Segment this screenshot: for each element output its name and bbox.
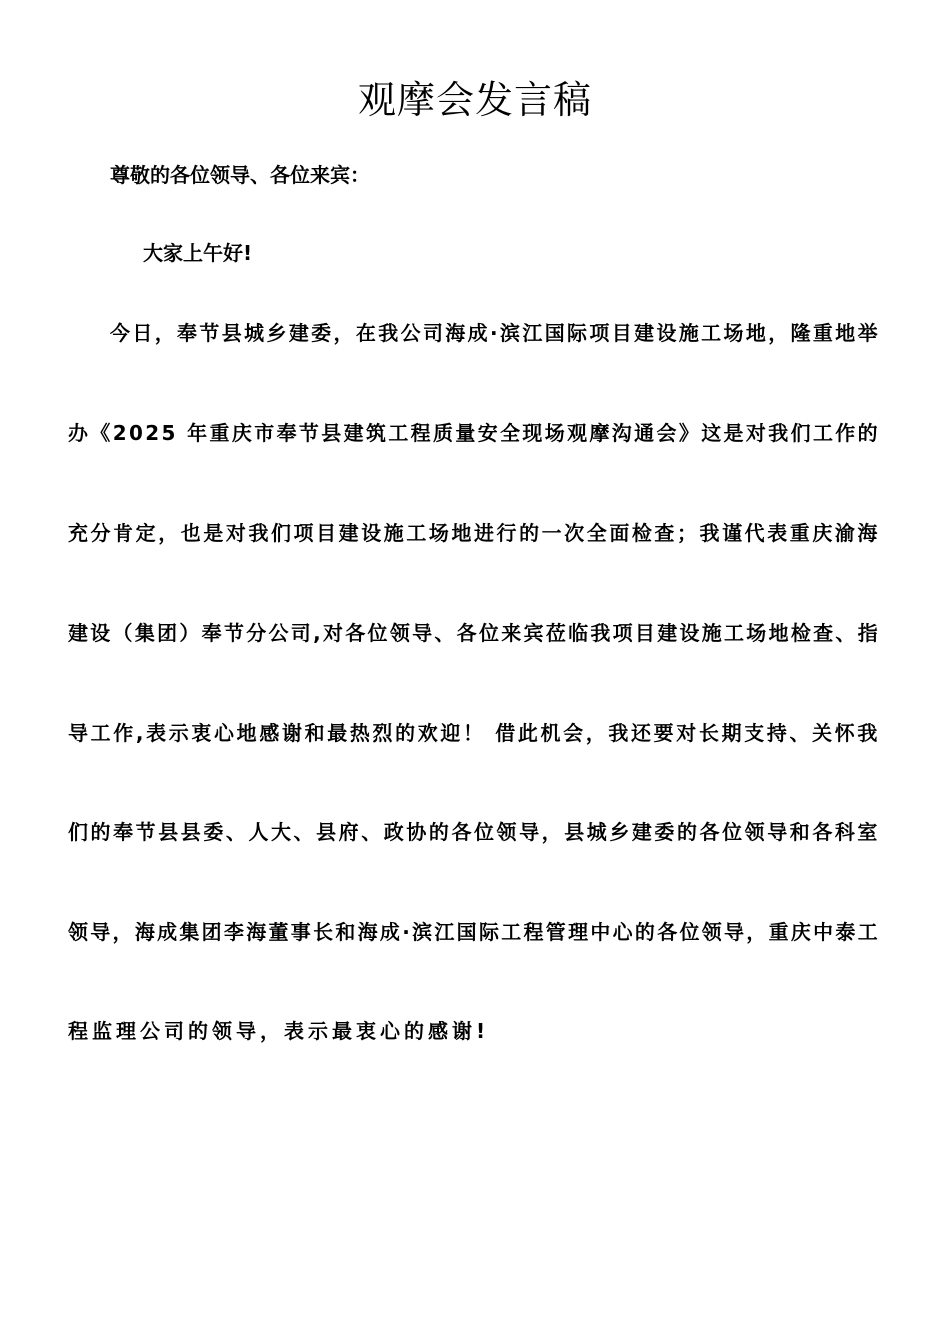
paragraph-line: 领导，海成集团李海董事长和海成·滨江国际工程管理中心的各位领导，重庆中泰工: [68, 920, 880, 944]
paragraph-line: 办《2025 年重庆市奉节县建筑工程质量安全现场观摩沟通会》这是对我们工作的: [68, 421, 880, 445]
page-title: 观摩会发言稿: [357, 78, 592, 122]
salutation: 尊敬的各位领导、各位来宾：: [110, 163, 370, 187]
paragraph-line: 建设（集团）奉节分公司,对各位领导、各位来宾莅临我项目建设施工场地检查、指: [68, 621, 880, 645]
paragraph-line: 们的奉节县县委、人大、县府、政协的各位领导，县城乡建委的各位领导和各科室: [68, 820, 880, 844]
paragraph-line: 导工作,表示衷心地感谢和最热烈的欢迎！ 借此机会，我还要对长期支持、关怀我: [68, 721, 880, 745]
paragraph-line: 程监理公司的领导，表示最衷心的感谢!: [68, 1019, 490, 1043]
paragraph-line: 充分肯定，也是对我们项目建设施工场地进行的一次全面检查；我谨代表重庆渝海: [68, 521, 880, 545]
greeting: 大家上午好!: [143, 241, 253, 265]
paragraph-line: 今日，奉节县城乡建委，在我公司海成·滨江国际项目建设施工场地，隆重地举: [110, 321, 880, 345]
